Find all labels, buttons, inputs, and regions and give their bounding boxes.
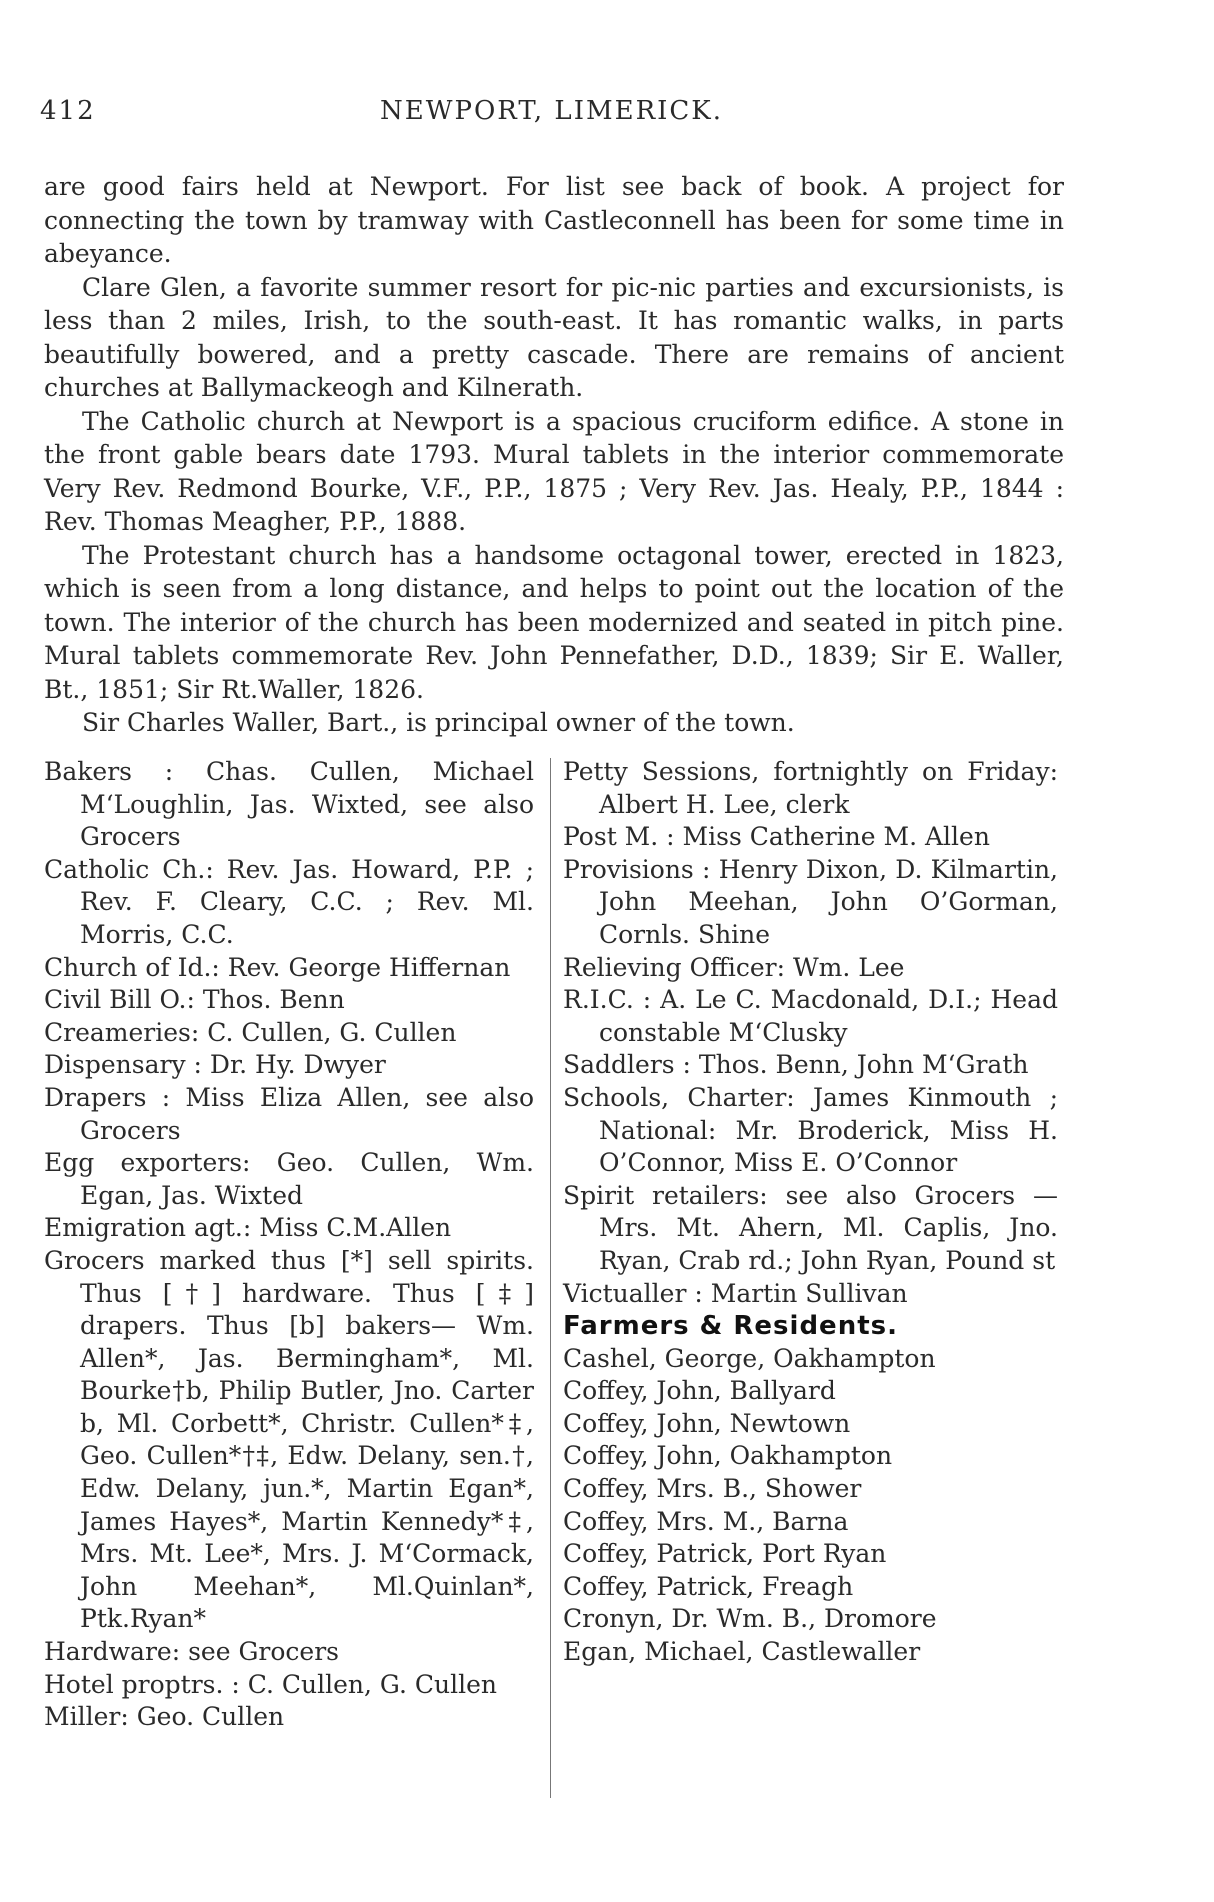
resident-entry: Coffey, Patrick, Port Ryan [563,1539,887,1569]
intro-paragraph: The Catholic church at Newport is a spacious cruciform edifice. A stone in the front gable bears date 1793. Mural tablets in the interior commemorate Very Rev. Redmond Bourke, V.F., P.P., 1875 ; Very Rev. Jas. Healy, P.P., 1844 : Rev. Thomas Meagher, P.P., 1888. [44,406,1064,536]
intro-paragraph: The Protestant church has a handsome octagonal tower, erected in 1823, which is seen from a long distance, and helps to point out the location of the town. The interior of the church has been modernized and seated in pitch pine. Mural tablets commemorate Rev. John Pennefather, D.D., 1839; Sir E. Waller, Bt., 1851; Sir Rt.Waller, 1826. [44,540,1064,704]
intro-paragraph: Sir Charles Waller, Bart., is principal owner of the town. [82,708,795,737]
resident-entry: Coffey, John, Oakhampton [563,1441,893,1471]
directory-entry: Schools, Charter: James Kinmouth ; National: Mr. Broderick, Miss H. O’Connor, Miss E. O’Connor [563,1082,1058,1178]
directory-entry: Dispensary : Dr. Hy. Dwyer [44,1050,386,1080]
directory-entry: Spirit retailers: see also Grocers —Mrs. Mt. Ahern, Ml. Caplis, Jno. Ryan, Crab rd.; John Ryan, Pound st [563,1180,1058,1275]
directory-entry: Drapers : Miss Eliza Allen, see also Grocers [44,1082,534,1145]
intro-paragraph: are good fairs held at Newport. For list see back of book. A project for connecting the town by tramway with Castleconnell has been for some time in abeyance. [44,172,1064,268]
directory-entry: Creameries: C. Cullen, G. Cullen [44,1017,457,1047]
resident-entry: Cashel, George, Oakhampton [563,1343,936,1373]
resident-entry: Egan, Michael, Castlewaller [563,1637,921,1667]
running-header [40,96,1070,136]
column-divider [550,758,551,1798]
directory-entry: Miller: Geo. Cullen [44,1702,285,1732]
directory-left-column [44,756,534,1734]
resident-entry: Coffey, Mrs. M., Barna [563,1506,849,1536]
directory-entry: Saddlers : Thos. Benn, John M‘Grath [563,1050,1029,1080]
directory-entry: Church of Id.: Rev. George Hiffernan [44,952,511,982]
resident-entry: Coffey, John, Ballyard [563,1376,836,1406]
directory-entry: Hotel proptrs. : C. Cullen, G. Cullen [44,1669,497,1699]
resident-entry: Coffey, John, Newtown [563,1408,851,1438]
resident-entry: Coffey, Mrs. B., Shower [563,1474,862,1504]
directory-entry: Egg exporters: Geo. Cullen, Wm. Egan, Jas. Wixted [44,1148,534,1210]
directory-entry: Petty Sessions, fortnightly on Friday: Albert H. Lee, clerk [563,757,1058,819]
directory-entry: Provisions : Henry Dixon, D. Kilmartin, John Meehan, John O’Gorman, Cornls. Shine [563,854,1058,949]
intro-paragraph: Clare Glen, a favorite summer resort for pic-nic parties and excursionists, is less than 2 miles, Irish, to the south-east. It has romantic walks, in parts beautifully bowered, and a pretty cascade. There are remains of ancient churches at Ballymackeogh and Kilnerath. [44,272,1064,402]
resident-entry: Coffey, Patrick, Freagh [563,1571,854,1601]
directory-entry: Emigration agt.: Miss C.M.Allen [44,1213,452,1243]
directory-entry: Civil Bill O.: Thos. Benn [44,985,345,1015]
directory-entry: Bakers : Chas. Cullen, Michael M‘Loughlin, Jas. Wixted, see also Grocers [44,757,534,852]
page-title: NEWPORT, LIMERICK. [380,96,723,126]
directory-entry: Post M. : Miss Catherine M. Allen [563,822,990,852]
directory-entry: Relieving Officer: Wm. Lee [563,952,905,982]
farmers-residents-heading: Farmers & Residents. [563,1311,898,1342]
directory-right-column [563,756,1058,1669]
directory-entry: R.I.C. : A. Le C. Macdonald, D.I.; Head constable M‘Clusky [563,985,1058,1047]
page-number: 412 [40,96,96,126]
directory-entry: Victualler : Martin Sullivan [563,1278,908,1308]
directory-entry: Hardware: see Grocers [44,1637,339,1667]
directory-entry: Grocers marked thus [*] sell spirits. Thus [†] hardware. Thus [‡] drapers. Thus [b] bakers— Wm. Allen*, Jas. Bermingham*, Ml. Bourke†b, Philip Butler, Jno. Carter b, Ml. Corbett*, Christr. Cullen*‡, Geo. Cullen*†‡, Edw. Delany, sen.†, Edw. Delany, jun.*, Martin Egan*, James Hayes*, Martin Kennedy*‡, Mrs. Mt. Lee*, Mrs. J. M‘Cormack, John Meehan*, Ml.Quinlan*, Ptk.Ryan* [44,1245,534,1634]
intro-text [44,170,1064,740]
resident-entry: Cronyn, Dr. Wm. B., Dromore [563,1604,937,1634]
directory-entry: Catholic Ch.: Rev. Jas. Howard, P.P. ; Rev. F. Cleary, C.C. ; Rev. Ml. Morris, C.C. [44,854,534,949]
